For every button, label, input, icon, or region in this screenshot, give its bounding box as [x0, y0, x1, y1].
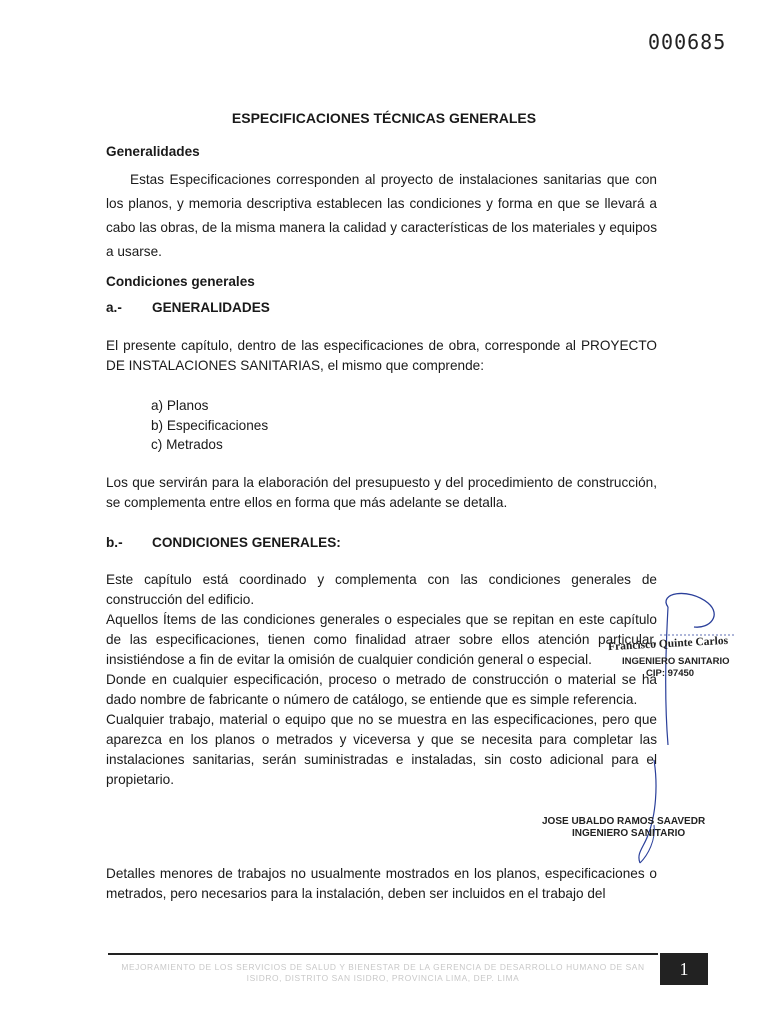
stamp-name-jose: JOSE UBALDO RAMOS SAAVEDR: [542, 816, 706, 827]
section-a-number: a.-: [106, 300, 122, 315]
section-a-title: GENERALIDADES: [152, 300, 270, 315]
list: [151, 396, 268, 455]
paragraph-line-group: Este capítulo está coordinado y complementa con las condiciones generales de construcción del edificio.: [106, 572, 657, 607]
list-item: c) Metrados: [151, 437, 223, 453]
paragraph-los-que: Los que servirán para la elaboración del presupuesto y del procedimiento de construcción, se complementa entre ellos en forma que más adelante se detalla.: [106, 475, 657, 510]
paragraph-section-b: [106, 570, 657, 790]
document-title: ESPECIFICACIONES TÉCNICAS GENERALES: [231, 110, 537, 126]
list-item: a) Planos: [151, 398, 209, 413]
stamp-role-francisco: INGENIERO SANITARIO: [622, 656, 730, 667]
paragraph-line-group: Donde en cualquier especificación, proceso o metrado de construcción o material se ha dado nombre de fabricante o número de catálogo, se entiende que es simple referencia.: [106, 672, 657, 707]
heading-generalidades: Generalidades: [106, 144, 200, 159]
footer-divider: [108, 953, 658, 955]
section-b-number: b.-: [106, 535, 123, 550]
stamp-role-jose: INGENIERO SANITARIO: [572, 828, 686, 839]
signature-marks: [596, 585, 756, 885]
list-item: b) Especificaciones: [151, 417, 269, 433]
section-b-title: CONDICIONES GENERALES:: [152, 535, 341, 550]
stamp-name-francisco: Francisco Quinte Carlos: [607, 634, 729, 654]
paragraph-line-group: Cualquier trabajo, material o equipo que no se muestra en las especificaciones, pero que aparezca en los planos o metrados y viceversa y que se necesita para completar las instalaciones sanitarias, serán suministradas e instaladas, sin costo adicional para el propietario.: [106, 712, 657, 787]
stamp-cip-francisco: CIP: 97450: [646, 668, 695, 679]
footer-project-text: MEJORAMIENTO DE LOS SERVICIOS DE SALUD Y BIENESTAR DE LA GERENCIA DE DESARROLLO HUMANO DE SAN ISIDRO, DISTRITO SAN ISIDRO, PROVINCIA LIMA, DEP. LIMA: [121, 962, 645, 983]
paragraph-section-a: El presente capítulo, dentro de las especificaciones de obra, corresponde al PROYECTO DE INSTALACIONES SANITARIAS, el mismo que comprende:: [106, 338, 657, 373]
heading-condiciones-generales: Condiciones generales: [106, 274, 255, 289]
paragraph-detalles: Detalles menores de trabajos no usualmente mostrados en los planos, especificaciones o metrados, pero necesarios para la instalación, deben ser incluidos en el trabajo del: [106, 866, 657, 901]
page-number-box: 1: [660, 953, 708, 985]
paragraph-line-group: Aquellos Ítems de las condiciones generales o especiales que se repitan en este capítulo de las especificaciones, tienen como finalidad atraer sobre ellos atención particular, insistiéndose a fin de evitar la omisión de cualquier condición general o especial.: [106, 612, 657, 667]
page-number-stamp: 000685: [648, 30, 727, 54]
paragraph-intro: Estas Especificaciones corresponden al proyecto de instalaciones sanitarias que con los planos, y memoria descriptiva establecen las condiciones y forma en que se llevará a cabo las obras, de la misma manera la calidad y características de los materiales y equipos a usarse.: [106, 172, 657, 259]
